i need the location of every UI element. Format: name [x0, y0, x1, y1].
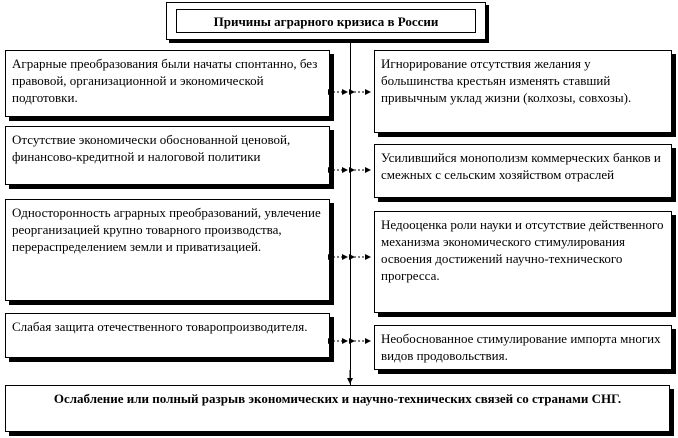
right-cause-text-4: Необоснованное стимулирование импорта многих видов продовольствия. [381, 331, 661, 363]
left-cause-text-3: Односторонность аграрных преобразований, увлечение реорганизацией крупно товарного производства, перераспределением земли и приватизацией. [12, 205, 321, 254]
diagram-title: Причины аграрного кризиса в России [176, 9, 476, 33]
right-cause-text-1: Игнорирование отсутствия желания у большинства крестьян изменять ставший привычным уклад жизни (колхозы, совхозы). [381, 56, 632, 105]
left-cause-text-2: Отсутствие экономически обоснованной ценовой, финансово-кредитной и налоговой политики [12, 132, 291, 164]
right-cause-text-3: Недооценка роли науки и отсутствие действенного механизма экономического стимулирования освоения достижений научно-технического прогресса. [381, 217, 664, 283]
left-cause-text-4: Слабая защита отечественного товаропроизводителя. [12, 319, 308, 334]
left-cause-text-1: Аграрные преобразования были начаты спонтанно, без правовой, организационной и экономической подготовки. [12, 56, 318, 105]
bottom-consequence-text: Ослабление или полный разрыв экономических и научно-технических связей со странами СНГ. [53, 391, 622, 406]
right-cause-text-2: Усилившийся монополизм коммерческих банков и смежных с сельским хозяйством отраслей [381, 150, 661, 182]
